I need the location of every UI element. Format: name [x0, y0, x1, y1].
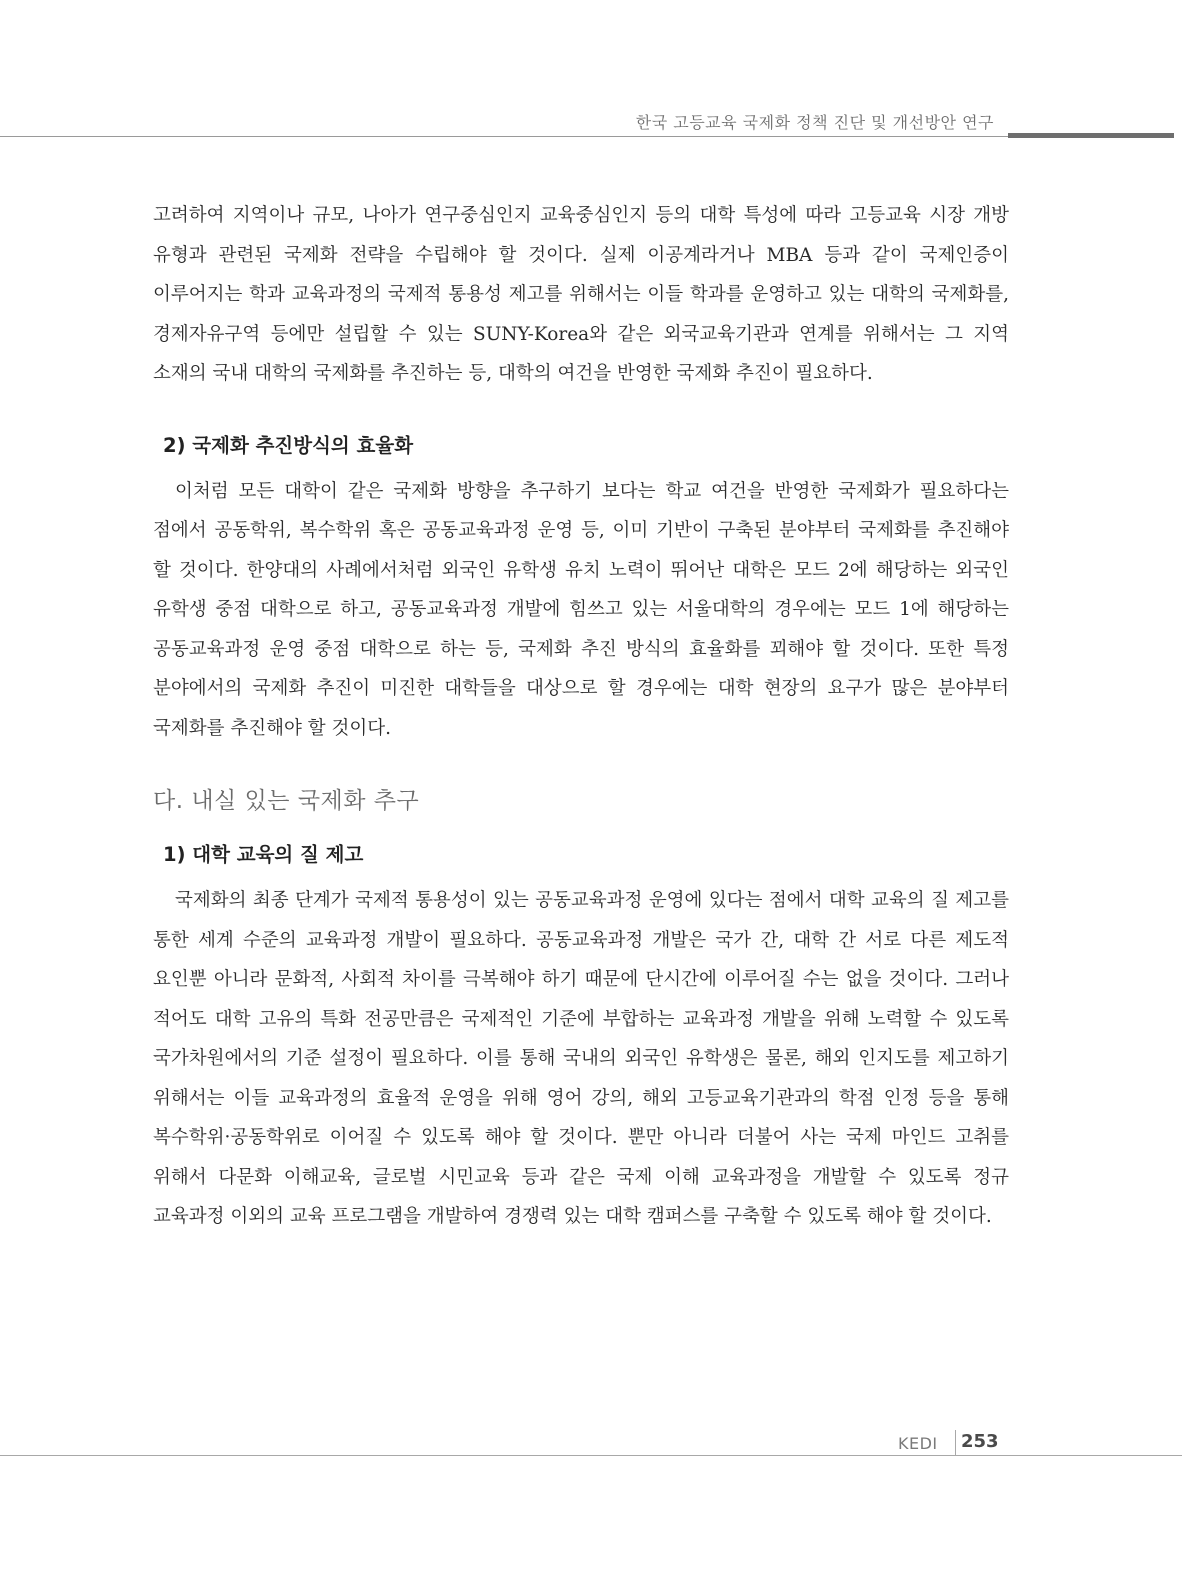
page-number: 253 [961, 1431, 999, 1452]
footer-org-label: KEDI [898, 1434, 938, 1453]
subheading-quality: 1) 대학 교육의 질 제고 [163, 843, 364, 866]
header-rule-accent [1008, 133, 1174, 138]
footer-separator [955, 1430, 956, 1456]
paragraph-quality: 국제화의 최종 단계가 국제적 통용성이 있는 공동교육과정 운영에 있다는 점에서 대학 교육의 질 제고를 통한 세계 수준의 교육과정 개발이 필요하다. 공동교육과정 개발은 국가 간, 대학 간 서로 다른 제도적 요인뿐 아니라 문화적, 사회적 차이를 극복해야 하기 때문에 단시간에 이루어질 수는 없을 것이다. 그러나 적어도 대학 고유의 특화 전공만큼은 국제적인 기준에 부합하는 교육과정 개발을 위해 노력할 수 있도록 국가차원에서의 기준 설정이 필요하다. 이를 통해 국내의 외국인 유학생은 물론, 해외 인지도를 제고하기 위해서는 이들 교육과정의 효율적 운영을 위해 영어 강의, 해외 고등교육기관과의 학점 인정 등을 통해 복수학위·공동학위로 이어질 수 있도록 해야 할 것이다. 뿐만 아니라 더불어 사는 국제 마인드 고취를 위해서 다문화 이해교육, 글로벌 시민교육 등과 같은 국제 이해 교육과정을 개발할 수 있도록 정규 교육과정 이외의 교육 프로그램을 개발하여 경쟁력 있는 대학 캠퍼스를 구축할 수 있도록 해야 할 것이다. [153, 890, 1009, 1227]
footer-rule [0, 1455, 1182, 1456]
running-header-title: 한국 고등교육 국제화 정책 진단 및 개선방안 연구 [635, 113, 994, 132]
page-body [153, 196, 1009, 1237]
subheading-efficiency: 2) 국제화 추진방식의 효율화 [163, 433, 414, 457]
paragraph-efficiency: 이처럼 모든 대학이 같은 국제화 방향을 추구하기 보다는 학교 여건을 반영한 국제화가 필요하다는 점에서 공동학위, 복수학위 혹은 공동교육과정 운영 등, 이미 기반이 구축된 분야부터 국제화를 추진해야 할 것이다. 한양대의 사례에서처럼 외국인 유학생 유치 노력이 뛰어난 대학은 모드 2에 해당하는 외국인 유학생 중점 대학으로 하고, 공동교육과정 개발에 힘쓰고 있는 서울대학의 경우에는 모드 1에 해당하는 공동교육과정 운영 중점 대학으로 하는 등, 국제화 추진 방식의 효율화를 꾀해야 할 것이다. 또한 특정 분야에서의 국제화 추진이 미진한 대학들을 대상으로 할 경우에는 대학 현장의 요구가 많은 분야부터 국제화를 추진해야 할 것이다. [153, 480, 1009, 739]
section-heading-da: 다. 내실 있는 국제화 추구 [153, 788, 420, 814]
header-rule [0, 136, 1008, 137]
paragraph-intro: 고려하여 지역이나 규모, 나아가 연구중심인지 교육중심인지 등의 대학 특성에 따라 고등교육 시장 개방 유형과 관련된 국제화 전략을 수립해야 할 것이다. 실제 이공계라거나 MBA 등과 같이 국제인증이 이루어지는 학과 교육과정의 국제적 통용성 제고를 위해서는 이들 학과를 운영하고 있는 대학의 국제화를, 경제자유구역 등에만 설립할 수 있는 SUNY-Korea와 같은 외국교육기관과 연계를 위해서는 그 지역 소재의 국내 대학의 국제화를 추진하는 등, 대학의 여건을 반영한 국제화 추진이 필요하다. [153, 205, 1009, 384]
